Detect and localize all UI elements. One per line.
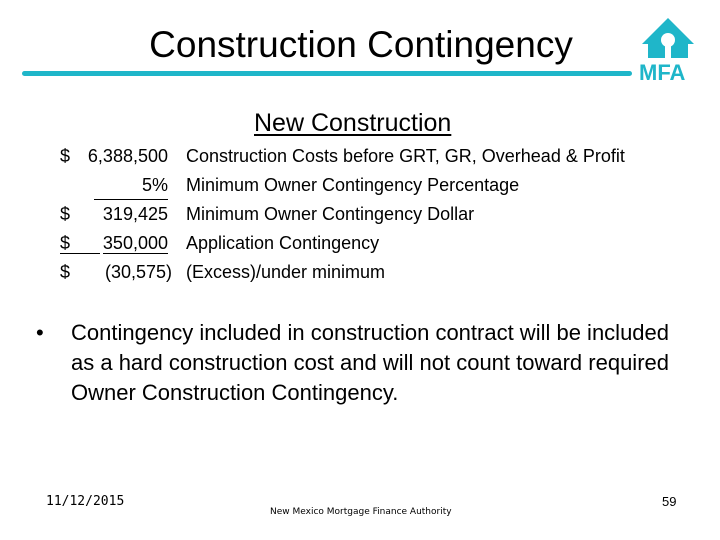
title-underline-rule [22,71,632,76]
row-description: Minimum Owner Contingency Dollar [186,204,475,224]
slide-title: Construction Contingency [149,24,573,65]
bullet-point [36,318,686,408]
amount-value: 319,425 [102,204,168,224]
dollar-sign: $ [60,262,71,282]
amount-value: 5% [60,171,168,200]
dollar-sign: $ [60,204,71,224]
table-row [0,142,720,170]
dollar-sign: $ [60,233,100,254]
amount-value: 6,388,500 [87,146,168,166]
bullet-symbol: • [36,320,44,345]
page-number: 59 [662,494,677,509]
table-row [0,171,720,199]
table-row [0,229,720,257]
bullet-text: Contingency included in construction contract will be included as a hard construction cost and will not count toward required Owner Construction Contingency. [71,320,670,405]
table-row [0,200,720,228]
footer-date: 11/12/2015 [46,494,125,509]
dollar-sign: $ [60,146,71,166]
section-subtitle: New Construction [254,109,452,137]
row-description: Minimum Owner Contingency Percentage [186,175,520,195]
row-description: Construction Costs before GRT, GR, Overhead & Profit [186,146,625,166]
table-row [0,258,720,286]
footer-organization: New Mexico Mortgage Finance Authority [270,507,452,517]
amount-value: 350,000 [102,233,168,253]
mfa-logo-text: MFA [639,60,686,85]
row-description: Application Contingency [186,233,380,253]
amount-value: (30,575) [104,262,172,282]
row-description: (Excess)/under minimum [186,262,386,282]
